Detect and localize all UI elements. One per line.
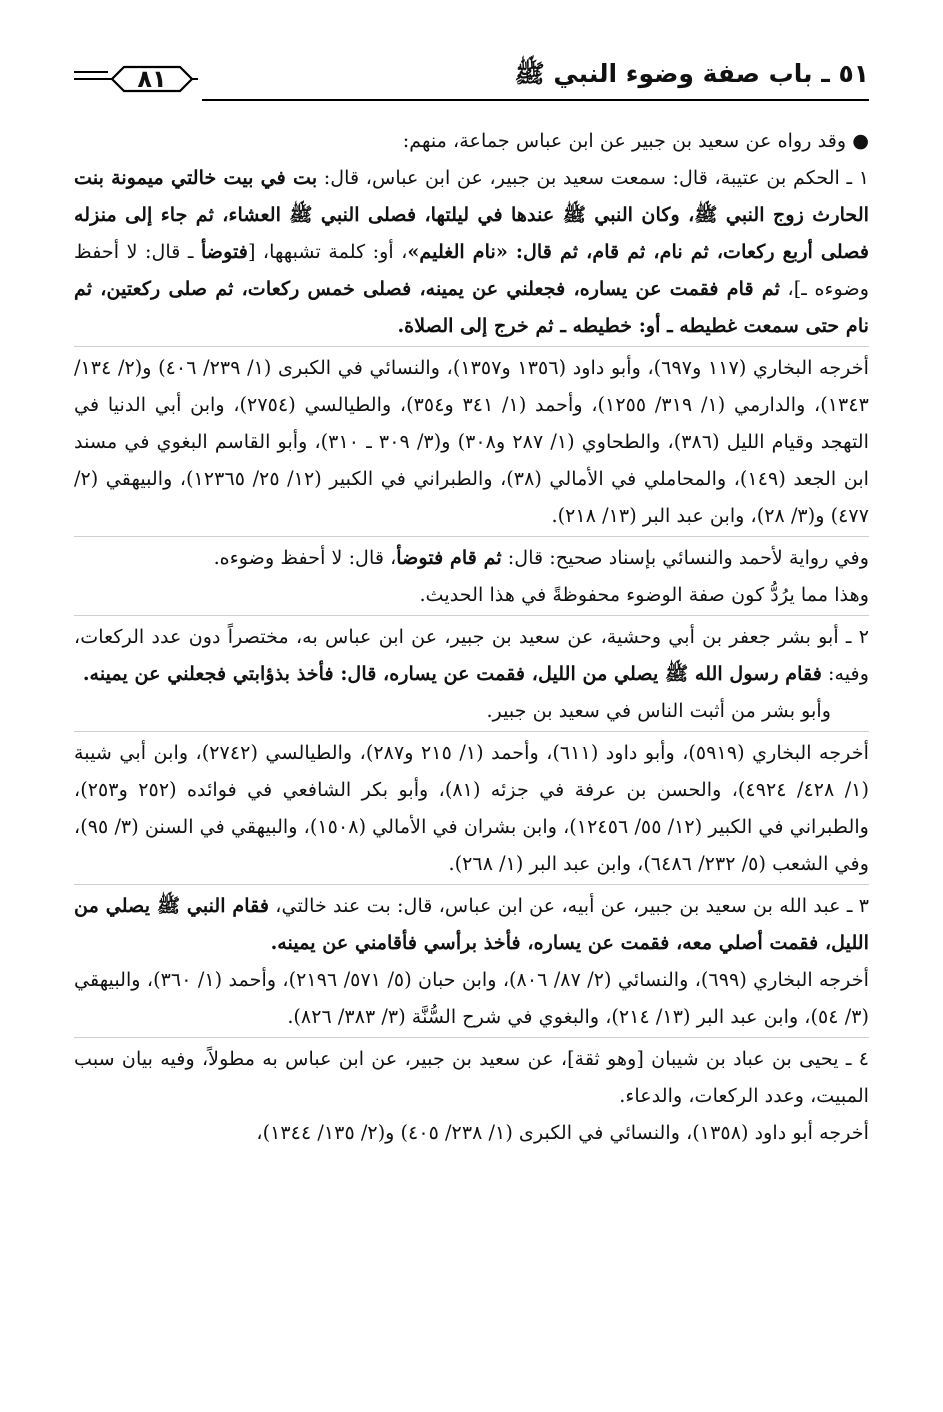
narration-1: ١ ـ الحكم بن عتيبة، قال: سمعت سعيد بن جبير، عن ابن عباس، قال: بت في بيت خالتي ميمونة بنت الحارث زوج النبي ﷺ، وكان النبي ﷺ عندها في ليلتها، فصلى النبي ﷺ العشاء، ثم جاء إلى منزله فصلى أربع ركعات، ثم نام، ثم قام، ثم قال: «نام الغليم»، أو: كلمة تشبهها، [فتوضأ ـ قال: لا أحفظ وضوءه ـ]، ثم قام فقمت عن يساره، فجعلني عن يمينه، فصلى خمس ركعات، ثم صلى ركعتين، ثم نام حتى سمعت غطيطه ـ أو: خطيطه ـ ثم خرج إلى الصلاة.	[74, 166, 870, 337]
separator	[74, 536, 869, 537]
narration-2: ٢ ـ أبو بشر جعفر بن أبي وحشية، عن سعيد بن جبير، عن ابن عباس به، مختصراً دون عدد الركعات، وفيه: فقام رسول الله ﷺ يصلي من الليل، فقمت عن يساره، قال: فأخذ بذؤابتي فجعلني عن يمينه.	[74, 625, 869, 685]
separator	[74, 884, 869, 885]
separator	[74, 731, 869, 732]
comment-2: وأبو بشر من أثبت الناس في سعيد بن جبير.	[486, 699, 831, 722]
separator	[74, 346, 869, 347]
separator	[74, 1037, 869, 1038]
page-header	[74, 50, 869, 102]
page-number: ٨١	[137, 65, 167, 93]
takhrij-3: أخرجه البخاري (٦٩٩)، والنسائي (٢/ ٨٧/ ٨٠٦)، وابن حبان (٥/ ٥٧١/ ٢١٩٦)، وأحمد (١/ ٣٦٠)، والبيهقي (٣/ ٥٤)، وابن عبد البر (١٣/ ٢١٤)، والبغوي في شرح السُّنَّة (٣/ ٣٨٣/ ٨٢٦).	[74, 968, 869, 1028]
comment-1: وهذا مما يرُدُّ كون صفة الوضوء محفوظةً في هذا الحديث.	[419, 583, 869, 606]
separator	[74, 615, 869, 616]
chapter-title: ٥١ ـ باب صفة وضوء النبي ﷺ	[514, 59, 869, 88]
header-ornament	[74, 71, 108, 85]
riwaya-note: وفي رواية لأحمد والنسائي بإسناد صحيح: قال: ثم قام فتوضأ، قال: لا أحفظ وضوءه.	[213, 546, 869, 569]
header-rule	[202, 99, 869, 101]
narration-3: ٣ ـ عبد الله بن سعيد بن جبير، عن أبيه، عن ابن عباس، قال: بت عند خالتي، فقام النبي ﷺ يصلي من الليل، فقمت أصلي معه، فقمت عن يساره، فأخذ برأسي فأقامني عن يمينه.	[74, 894, 870, 954]
takhrij-4: أخرجه أبو داود (١٣٥٨)، والنسائي في الكبرى (١/ ٢٣٨/ ٤٠٥) و(٢/ ١٣٥/ ١٣٤٤)،	[256, 1121, 869, 1144]
takhrij-1: أخرجه البخاري (١١٧ و٦٩٧)، وأبو داود (١٣٥٦ و١٣٥٧)، والنسائي في الكبرى (١/ ٢٣٩/ ٤٠٦) و(٢/ ١٣٤/ ١٣٤٣)، والدارمي (١/ ٣١٩/ ١٢٥٥)، وأحمد (١/ ٣٤١ و٣٥٤)، والطيالسي (٢٧٥٤)، وابن أبي الدنيا في التهجد وقيام الليل (٣٨٦)، والطحاوي (١/ ٢٨٧ و٣٠٨) و(٣/ ٣٠٩ ـ ٣١٠)، وأبو القاسم البغوي في مسند ابن الجعد (١٤٩)، والمحاملي في الأمالي (٣٨)، والطبراني في الكبير (١٢/ ٢٥/ ١٢٣٦٥)، والبيهقي (٢/ ٤٧٧) و(٣/ ٢٨)، وابن عبد البر (١٣/ ٢١٨).	[74, 356, 869, 527]
intro-line: ● وقد رواه عن سعيد بن جبير عن ابن عباس جماعة، منهم:	[402, 129, 869, 152]
takhrij-2: أخرجه البخاري (٥٩١٩)، وأبو داود (٦١١)، وأحمد (١/ ٢١٥ و٢٨٧)، والطيالسي (٢٧٤٢)، وابن أبي شيبة (١/ ٤٢٨/ ٤٩٢٤)، والحسن بن عرفة في جزئه (٨١)، وأبو بكر الشافعي في فوائده (٢٥٢ و٢٥٣)، والطبراني في الكبير (١٢/ ٥٥/ ١٢٤٥٦)، وابن بشران في الأمالي (١٥٠٨)، والبيهقي في السنن (٣/ ٩٥)، وفي الشعب (٥/ ٢٣٢/ ٦٤٨٦)، وابن عبد البر (١/ ٢٦٨).	[74, 741, 869, 875]
page-body	[74, 122, 869, 1151]
narration-4: ٤ ـ يحيى بن عباد بن شيبان [وهو ثقة]، عن سعيد بن جبير، عن ابن عباس به مطولاً، وفيه بيان سبب المبيت، وعدد الركعات، والدعاء.	[74, 1047, 869, 1107]
page-number-frame	[106, 64, 198, 94]
